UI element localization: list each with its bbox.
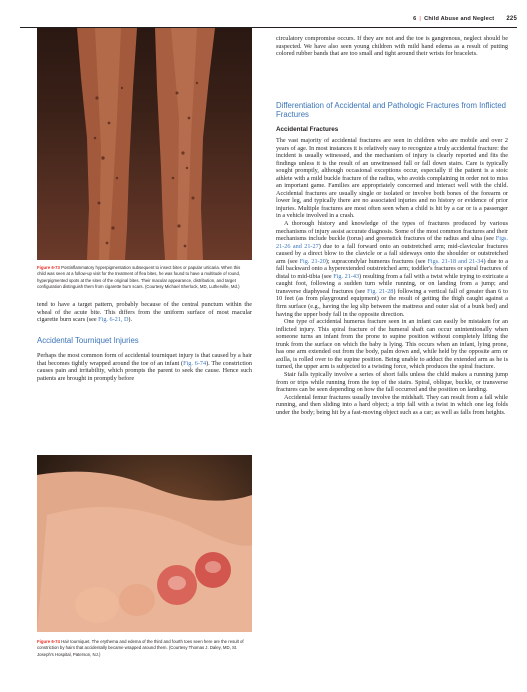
header-text bbox=[413, 16, 517, 22]
right-p2-text-f: ) following a vertical fall of greater than 6 to 10 feet (as from playground equipment) or the result of getting the thigh caught against a firm surface (e.g., having the leg slip between the mattress and outer slat of a bunk bed) and having the upper body fall in the opposite direction. bbox=[276, 287, 508, 318]
ref-fig-21-20[interactable]: Fig. 21-20 bbox=[299, 257, 326, 265]
heading-differentiation-fractures: Differentiation of Accidental and Pathologic Fractures from Inflicted Fractures bbox=[276, 101, 506, 119]
left-p2-text: Perhaps the most common form of accidental tourniquet injury is that caused by a hair that becomes tightly wrapped around the toe of an infant ( bbox=[37, 352, 252, 367]
figure-6-74-label: Figure 6-74 bbox=[37, 639, 60, 644]
left-p2-end: ). The constriction causes pain and irritability, which prompts the parent to seek the cause. Hence such patients are brought in promptly before bbox=[37, 359, 252, 382]
right-p2-text-c: ); supracondylar humerus fractures (see bbox=[325, 257, 428, 265]
figure-toes-photo bbox=[37, 455, 252, 632]
right-p2-text-e: ) resulting from a fall with a twist while trying to extricate a caught foot, following a sudden turn while running, or on landing from a jump; and transverse diaphyseal fractures (see bbox=[276, 272, 508, 295]
right-p3: One type of accidental humerus fracture seen in an infant can easily be mistaken for an inflicted injury. This spiral fracture of the humeral shaft can occur unintentionally when someone turns an infant from the prone to supine position without completely lifting the trunk from the surface on which the baby is lying. This occurs when an infant, lying prone, has one arm extended out from the body, palm down and, while held by the opposite arm or axilla, is rolled over to the supine position. Being unable to adduct the extended arm as he is turned, the upper arm is subjected to a twisting force, which produces the spiral fracture. bbox=[276, 318, 508, 371]
right-p2-text-d: ) due to a fall backward onto a hyperextended outstretched arm; toddler's fractures or spiral fractures of distal to mid-tibia (see bbox=[276, 257, 508, 280]
chapter-title: Child Abuse and Neglect bbox=[424, 16, 495, 22]
ref-fig-21-28[interactable]: Fig. 21-28 bbox=[367, 287, 394, 295]
toes-photo-image bbox=[37, 455, 252, 632]
right-p5: Accidental femur fractures usually involve the midshaft. They can result from a fall while running, and then sliding into a hard object; a trip fall with a twist in which one leg folds under the body; being hit by a fast-moving object such as a car; as well as falls from heights. bbox=[276, 393, 508, 416]
figure-6-73-text: Postinflammatory hyperpigmentation subsequent to insect bites or papular urticaria. When this child was seen at a follow-up visit for the treatment of flea bites, he was found to have a multitude of round, hyperpigmented spots at the sites of the original bites. Their macular appearance, distribution, and target configuration distinguish them from cigarette burn scars. (Courtesy Michael Sherlock, MD, Lutherville, Md.) bbox=[37, 265, 241, 290]
figure-6-74-caption bbox=[37, 639, 247, 658]
ref-fig-21-43[interactable]: Fig. 21-43 bbox=[333, 272, 360, 280]
right-p2 bbox=[276, 220, 508, 318]
right-p2-text-b: ) due to a fall forward onto an outstretched arm; mid-clavicular fractures caused by a direct blow to the clavicle or a fall sideways onto the shoulder or outstretched arm (see bbox=[276, 242, 508, 265]
chapter-number: 6 bbox=[413, 16, 417, 22]
figure-6-73-label: Figure 6-73 bbox=[37, 265, 60, 270]
heading-tourniquet-injuries: Accidental Tourniquet Injuries bbox=[37, 336, 139, 345]
left-column-body bbox=[37, 352, 252, 382]
right-p2-text-a: A thorough history and knowledge of the types of fractures produced by various mechanisms of injury assist accurate diagnosis. Some of the most common fractures and their mechanisms include buckle (torus) and greenstick fractures of the radius and ulna (see bbox=[276, 220, 508, 243]
left-column-top bbox=[37, 301, 252, 324]
running-header bbox=[20, 13, 517, 27]
left-p1-end: ). bbox=[128, 316, 133, 324]
figure-6-74-text: Hair tourniquet. The erythema and edema of the third and fourth toes seen here are the result of constriction by hairs that accidentally became wrapped around them. (Courtesy Thomas J. Daley, MD, St. Joseph's Hospital, Paterson, NJ.) bbox=[37, 639, 244, 657]
ref-figs-21-26-21-27[interactable]: Figs. 21-26 and 21-27 bbox=[276, 235, 508, 250]
left-p1-text: tend to have a target pattern, probably because of the central punctum within the wheal of the acute bite. This differs from the uniform surface of most macular cigarette burn scars (see bbox=[37, 301, 252, 324]
legs-photo-image bbox=[37, 28, 252, 260]
figure-legs-photo bbox=[37, 28, 252, 260]
right-p0: circulatory compromise occurs. If they are not and the toe is gangrenous, neglect should be suspected. We have also seen young children with mild hand edema as a result of putting colored rubber bands that are too small and tight around their wrists for bracelets. bbox=[276, 35, 508, 58]
page-number: 225 bbox=[506, 16, 517, 22]
right-p4: Stair falls typically involve a series of short falls unless the child makes a running jump from or trips while running from the top of the stairs. Spiral, oblique, buckle, or transverse fractures can be seen depending on how the fall occurred and the position on landing. bbox=[276, 370, 508, 394]
ref-fig-6-74[interactable]: Fig. 6-74 bbox=[183, 359, 207, 367]
ref-fig-6-21[interactable]: Fig. 6-21, D bbox=[98, 316, 129, 324]
header-separator: | bbox=[419, 16, 422, 22]
ref-figs-21-18-21-34[interactable]: Figs. 21-18 and 21-34 bbox=[427, 257, 484, 265]
subheading-accidental-fractures: Accidental Fractures bbox=[276, 126, 339, 133]
right-p1: The vast majority of accidental fractures are seen in children who are mobile and over 2 years of age. In most instances it is relatively easy to recognize a truly accidental fracture: the incident is usually witnessed, and the mechanism of injury is clearly reported and fits the findings unless it is the result of an unwitnessed fall or fall down stairs. Care is typically sought promptly, although occasional exceptions occur, especially if the patient is a stoic athlete with a mild buckle fracture of the radius, who avoids complaining in order not to miss an important game. Families are appropriately concerned and interact well with the child. Accidental fractures are usually single or isolated or involve both bones of the forearm or lower leg, and typically there are no associated injuries and no history or evidence of prior injuries. Multiple fractures are most often seen when a child is hit by a car or is a passenger in a vehicle involved in a crash. bbox=[276, 137, 508, 220]
right-column-body bbox=[276, 137, 508, 416]
right-column-top bbox=[276, 35, 508, 58]
figure-6-73-caption bbox=[37, 265, 247, 291]
